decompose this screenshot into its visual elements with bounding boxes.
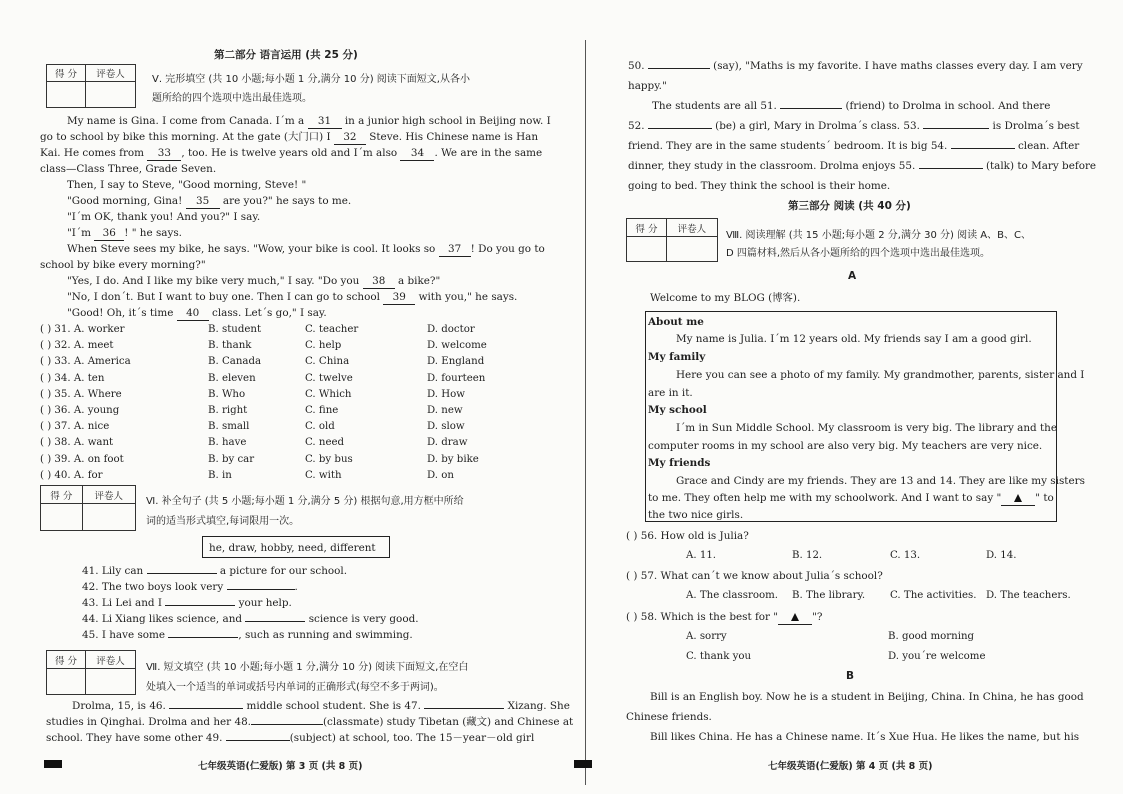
page-footer: 七年级英语(仁爱版) 第 3 页 (共 8 页) [198,761,363,772]
score-cell[interactable] [47,669,86,695]
scan-marker [574,760,592,768]
option-b[interactable]: B. by car [208,453,255,465]
grader-label: 评卷人 [86,65,136,82]
option-d[interactable]: D. draw [427,437,468,449]
friends-text: Grace and Cindy are my friends. They are 13 and 14. They are like my sisters [676,475,1085,487]
question-stem-option-a[interactable]: ( ) 39. A. on foot [40,453,124,465]
option-58c[interactable]: C. thank you [686,651,752,662]
blank-49[interactable] [226,740,290,741]
question-56: ( ) 56. How old is Julia? [626,530,749,542]
blank-40[interactable]: 40 [177,307,209,321]
passage-line: happy." [628,80,667,92]
school-text: computer rooms in my school are also very big. My teachers are very nice. [648,440,1043,452]
passage-line: Chinese friends. [626,711,712,723]
blank-34[interactable]: 34 [400,147,434,161]
passage-line: dinner, they study in the classroom. Drolma enjoys 55. (talk) to Mary before [628,160,1097,172]
blank-triangle [778,611,812,625]
question-57: ( ) 57. What can´t we know about Julia´s school? [626,570,883,582]
passage-line: When Steve sees my bike, he says. "Wow, your bike is cool. It looks so 37 ! Do you go to [67,243,545,255]
blank-45[interactable] [168,637,238,638]
passage-line: school by bike every morning?" [40,259,206,271]
blank-39[interactable]: 39 [383,291,415,305]
school-heading: My school [648,404,707,416]
passage-line: My name is Gina. I come from Canada. I´m a 31 in a junior high school in Beijing now. I [67,115,551,127]
passage-line: class—Class Three, Grade Seven. [40,163,217,175]
blank-46[interactable] [169,708,243,709]
passage-line: The students are all 51. (friend) to Drolma in school. And there [652,100,1051,112]
sec6-title-2: 词的适当形式填空,每词限用一次。 [146,516,300,527]
blank-47[interactable] [424,708,504,709]
passage-b-label: B [846,670,855,682]
blank-41[interactable] [147,573,217,574]
grader-cell[interactable] [86,82,136,108]
blank-33[interactable]: 33 [147,147,181,161]
passage-line: Bill is an English boy. Now he is a student in Beijing, China. In China, he has good [650,691,1084,703]
passage-line: studies in Qinghai. Drolma and her 48. (classmate) study Tibetan (藏文) and Chinese at [46,716,574,728]
option-57d[interactable]: D. The teachers. [986,590,1071,601]
blank-51[interactable] [780,108,842,109]
option-d[interactable]: D. doctor [427,324,475,335]
option-56d[interactable]: D. 14. [986,550,1017,561]
blank-44[interactable] [245,621,305,622]
question-stem-option-a[interactable]: ( ) 40. A. for [40,469,103,481]
blank-42[interactable] [227,589,295,590]
right-page [590,0,1123,794]
passage-line: Kai. He comes from 33 , too. He is twelve years old and I´m also 34 . We are in the same [40,147,543,159]
passage-line: "No, I don´t. But I want to buy one. Then I can go to school 39 with you," he says. [67,291,518,303]
passage-line: Bill likes China. He has a Chinese name. It´s Xue Hua. He likes the name, but his [650,731,1080,743]
grader-cell[interactable] [82,504,135,531]
score-box-vi [40,485,136,531]
family-text: are in it. [648,387,693,399]
option-56c[interactable]: C. 13. [890,550,921,561]
option-58d[interactable]: D. you´re welcome [888,651,986,662]
score-cell[interactable] [41,504,83,531]
passage-a-label: A [848,270,857,282]
option-b[interactable]: B. eleven [208,372,256,384]
option-58b[interactable]: B. good morning [888,631,975,642]
question-stem-option-a[interactable]: ( ) 33. A. America [40,356,131,368]
friends-text: to me. They often help me with my schoolwork. And I want to say " " to [648,492,1054,504]
sentence-44: 44. Li Xiang likes science, and science is very good. [82,613,419,625]
grader-label: 评卷人 [666,219,717,237]
passage-line: 50. (say), "Maths is my favorite. I have maths classes every day. I am very [628,60,1083,72]
passage-line: "Good morning, Gina! 35 are you?" he says to me. [67,195,352,207]
about-heading: About me [648,316,704,328]
grader-label: 评卷人 [86,651,136,669]
friends-text: the two nice girls. [648,509,744,521]
passage-line: "Good! Oh, it´s time 40 class. Let´s go," I say. [67,307,327,319]
sentence-45: 45. I have some , such as running and swimming. [82,629,413,641]
option-d[interactable]: D. England [427,356,485,368]
blog-welcome: Welcome to my BLOG (博客). [650,292,801,304]
page-footer: 七年级英语(仁爱版) 第 4 页 (共 8 页) [768,761,933,772]
blank-54[interactable] [951,148,1015,149]
blank-31[interactable]: 31 [308,115,342,129]
question-stem-option-a[interactable]: ( ) 36. A. young [40,405,120,416]
option-d[interactable]: D. fourteen [427,372,486,384]
option-c[interactable]: C. Which [305,388,352,400]
score-label: 得 分 [41,486,83,504]
option-b[interactable]: B. have [208,437,247,449]
passage-line: school. They have some other 49. (subject) at school, too. The 15－year－old girl [46,732,535,744]
word-list: he, draw, hobby, need, different [209,542,376,554]
grader-cell[interactable] [86,669,136,695]
score-box-v [46,64,136,108]
option-57c[interactable]: C. The activities. [890,590,977,601]
blank-53[interactable] [923,128,989,129]
option-58a[interactable]: A. sorry [686,631,727,642]
option-b[interactable]: B. thank [208,340,252,352]
family-heading: My family [648,351,706,363]
option-56a[interactable]: A. 11. [686,550,717,561]
sentence-42: 42. The two boys look very . [82,581,298,593]
option-57b[interactable]: B. The library. [792,590,866,601]
question-stem-option-a[interactable]: ( ) 37. A. nice [40,421,110,433]
passage-line: "I´m OK, thank you! And you?" I say. [67,211,261,223]
blank-35[interactable]: 35 [186,195,220,209]
sec7-title-2: 处填入一个适当的单词或括号内单词的正确形式(每空不多于两词)。 [146,682,444,693]
blank-36[interactable]: 36 [94,227,124,241]
question-stem-option-a[interactable]: ( ) 32. A. meet [40,340,114,352]
score-label: 得 分 [47,65,86,82]
option-b[interactable]: B. Who [208,388,246,400]
option-57a[interactable]: A. The classroom. [686,590,778,601]
option-c[interactable]: C. fine [305,405,339,416]
blank-52[interactable] [648,128,712,129]
page-divider [585,40,586,785]
option-c[interactable]: C. twelve [305,372,353,384]
passage-line: "I´m 36 ! " he says. [67,227,182,239]
triangle-icon [791,613,799,621]
passage-line: 52. (be) a girl, Mary in Drolma´s class. 53. is Drolma´s best [628,120,1080,132]
sentence-41: 41. Lily can a picture for our school. [82,565,348,577]
friends-heading: My friends [648,457,711,469]
score-label: 得 分 [627,219,667,237]
score-box-vii [46,650,136,695]
option-b[interactable]: B. small [208,421,250,433]
sec5-title-2: 题所给的四个选项中选出最佳选项。 [152,93,312,104]
question-58: ( ) 58. Which is the best for " "? [626,611,823,623]
blank-32[interactable]: 32 [334,131,366,145]
part2-title: 第二部分 语言运用 (共 25 分) [214,49,358,61]
word-box [202,536,390,558]
sec7-title: Ⅶ. 短文填空 (共 10 小题;每小题 1 分,满分 10 分) 阅读下面短文,在空白 [146,662,469,673]
score-label: 得 分 [47,651,86,669]
grader-cell[interactable] [666,237,717,262]
blank-48[interactable] [251,724,323,725]
triangle-icon [1014,494,1022,502]
passage-line: "Yes, I do. And I like my bike very much," I say. "Do you 38 a bike?" [67,275,441,287]
sec8-title: Ⅷ. 阅读理解 (共 15 小题;每小题 2 分,满分 30 分) 阅读 A、B、C、 [726,230,1031,241]
blank-38[interactable]: 38 [363,275,395,289]
option-d[interactable]: D. welcome [427,340,487,352]
option-d[interactable]: D. new [427,405,463,416]
about-text: My name is Julia. I´m 12 years old. My friends say I am a good girl. [676,333,1032,345]
option-b[interactable]: B. in [208,469,232,481]
score-cell[interactable] [627,237,667,262]
passage-line: go to school by bike this morning. At the gate (大门口) I 32 Steve. His Chinese name is Han [40,131,539,143]
blank-triangle[interactable] [1001,492,1035,506]
school-text: I´m in Sun Middle School. My classroom is very big. The library and the [676,422,1058,434]
part3-title: 第三部分 阅读 (共 40 分) [788,200,911,212]
question-stem-option-a[interactable]: ( ) 35. A. Where [40,388,122,400]
family-text: Here you can see a photo of my family. My grandmother, parents, sister and I [676,369,1085,381]
option-c[interactable]: C. old [305,421,335,433]
blank-37[interactable]: 37 [439,243,471,257]
option-56b[interactable]: B. 12. [792,550,823,561]
option-b[interactable]: B. student [208,324,262,335]
option-c[interactable]: C. help [305,340,342,352]
option-c[interactable]: C. teacher [305,324,359,335]
grader-label: 评卷人 [82,486,135,504]
option-b[interactable]: B. right [208,405,248,416]
question-stem-option-a[interactable]: ( ) 38. A. want [40,437,114,449]
option-d[interactable]: D. by bike [427,453,479,465]
sec5-title: Ⅴ. 完形填空 (共 10 小题;每小题 1 分,满分 10 分) 阅读下面短文,从各小 [152,74,470,85]
option-c[interactable]: C. need [305,437,345,449]
option-b[interactable]: B. Canada [208,356,262,368]
scan-marker [44,760,62,768]
score-cell[interactable] [47,82,86,108]
sec8-title-2: D 四篇材料,然后从各小题所给的四个选项中选出最佳选项。 [726,248,991,259]
sentence-43: 43. Li Lei and I your help. [82,597,292,609]
blog-box [645,311,1085,522]
passage-line: Drolma, 15, is 46. middle school student. She is 47. Xizang. She [72,700,570,712]
blank-50[interactable] [648,68,710,69]
option-c[interactable]: C. with [305,469,342,481]
passage-line: going to bed. They think the school is their home. [628,180,891,192]
passage-line: friend. They are in the same students´ bedroom. It is big 54. clean. After [628,140,1080,152]
option-d[interactable]: D. on [427,469,454,481]
question-stem-option-a[interactable]: ( ) 34. A. ten [40,372,105,384]
option-c[interactable]: C. China [305,356,350,368]
score-box-viii [626,218,718,262]
sec6-title: Ⅵ. 补全句子 (共 5 小题;每小题 1 分,满分 5 分) 根据句意,用方框中所给 [146,496,464,507]
option-d[interactable]: D. slow [427,421,465,433]
passage-line: Then, I say to Steve, "Good morning, Steve! " [67,179,307,191]
option-c[interactable]: C. by bus [305,453,353,465]
blank-55[interactable] [919,168,983,169]
option-d[interactable]: D. How [427,388,466,400]
question-stem-option-a[interactable]: ( ) 31. A. worker [40,324,125,335]
blank-43[interactable] [165,605,235,606]
